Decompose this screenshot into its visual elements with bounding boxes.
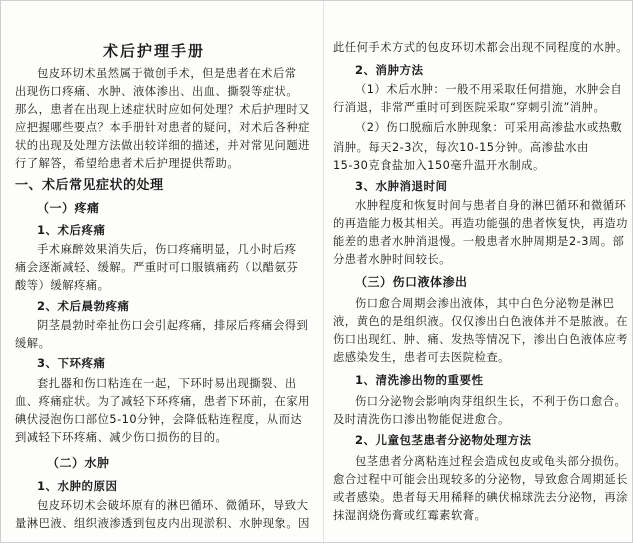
body-line: （1）术后水肿：一般不用采取任何措施，水肿会自	[355, 83, 623, 96]
intro-line: 行了解答，希望给患者术后护理提供帮助。	[15, 157, 240, 170]
item-heading: 2、术后晨勃疼痛	[37, 299, 130, 313]
body-line: 碘伏浸泡伤口部位5-10分钟，会降低粘连程度，从而达	[15, 413, 303, 426]
body-line: 到减轻下环疼痛、减少伤口损伤的目的。	[15, 431, 228, 444]
subsection-heading: （二）水肿	[47, 456, 110, 470]
body-line: 及时清洗伤口渗出物能促进愈合。	[333, 413, 510, 426]
body-line: 包皮环切术会破坏原有的淋巴循环、微循环，导致大	[37, 499, 309, 512]
body-line: 量淋巴液、组织液渗透到包皮内出现淤积、水肿现象。因	[15, 517, 310, 530]
body-line: 的再造能力极其相关。再造功能强的患者恢复快，再造功	[333, 217, 628, 230]
body-line: 包茎患者分离粘连过程会造成包皮或龟头部分损伤。	[355, 455, 627, 468]
body-line: 套扎器和伤口粘连在一起，下环时易出现撕裂、出	[37, 377, 297, 390]
body-line: 缓解。	[15, 337, 51, 350]
body-line: 水肿程度和恢复时间与患者自身的淋巴循环和微循环	[355, 199, 627, 212]
item-heading: 3、下环疼痛	[37, 356, 106, 370]
body-line: 或者感染。患者每天用稀释的碘伏棉球洗去分泌物，再涂	[333, 491, 628, 504]
page-title: 术后护理手册	[103, 42, 206, 60]
intro-line: 出现伤口疼痛、水肿、液体渗出、出血、撕裂等症状。	[15, 85, 299, 98]
item-heading: 2、消肿方法	[355, 63, 424, 77]
intro-line: 包皮环切术虽然属于微创手术，但是患者在术后常	[37, 67, 297, 80]
body-line: 15-30克食盐加入150毫升温开水制成。	[333, 159, 545, 172]
body-line: 伤口出现红、肿、痛、发热等情况下，渗出白色液体应考	[333, 333, 628, 346]
item-heading: 3、水肿消退时间	[355, 179, 448, 193]
body-line: 阴茎晨勃时牵扯伤口会引起疼痛，排尿后疼痛会得到	[37, 319, 309, 332]
section-heading: 一、术后常见症状的处理	[15, 178, 164, 193]
column-divider	[323, 1, 324, 544]
body-line: 愈合过程中可能会出现较多的分泌物，导致愈合周期延长	[333, 473, 628, 486]
body-line: 分患者水肿时间较长。	[333, 253, 451, 266]
body-line: 伤口分泌物会影响肉芽组织生长，不利于伤口愈合。	[355, 395, 627, 408]
subsection-heading: （一）疼痛	[37, 201, 100, 215]
body-line: 手术麻醉效果消失后，伤口疼痛明显，几小时后疼	[37, 243, 297, 256]
body-line: （2）伤口脱痂后水肿现象：可采用高渗盐水或热敷	[355, 121, 623, 134]
item-heading: 2、儿童包茎患者分泌物处理方法	[355, 433, 532, 447]
item-heading: 1、清洗渗出物的重要性	[355, 373, 484, 387]
subsection-heading: （三）伤口液体渗出	[355, 275, 468, 289]
body-line: 血、疼痛症状。为了减轻下环疼痛，患者下环前，在家用	[15, 395, 310, 408]
body-line: 此任何手术方式的包皮环切术都会出现不同程度的水肿。	[333, 41, 628, 54]
body-line: 痛会逐渐减轻、缓解。严重时可口服镇痛药（以醋氨芬	[15, 261, 299, 274]
item-heading: 1、术后疼痛	[37, 223, 106, 237]
body-line: 伤口愈合周期会渗出液体，其中白色分泌物是淋巴	[355, 297, 615, 310]
body-line: 液，黄色的是组织液。仅仅渗出白色液体并不是脓液。在	[333, 315, 628, 328]
body-line: 酸等）缓解疼痛。	[15, 279, 110, 292]
body-line: 消肿。每天2-3次，每次10-15分钟。高渗盐水由	[333, 141, 589, 154]
body-line: 虑感染发生，患者可去医院检查。	[333, 351, 510, 364]
body-line: 抹湿润烧伤膏或红霉素软膏。	[333, 509, 487, 522]
body-line: 能差的患者水肿消退慢。一般患者水肿周期是2-3周。部	[333, 235, 625, 248]
intro-line: 那么，患者在出现上述症状时应如何处理？术后护理时又	[15, 103, 310, 116]
item-heading: 1、水肿的原因	[37, 479, 118, 493]
intro-line: 应把握哪些要点？本手册针对患者的疑问，对术后各种症	[15, 121, 310, 134]
intro-line: 状的出现及处理方法做出较详细的描述，并对常见问题进	[15, 139, 310, 152]
body-line: 行消退，非常严重时可到医院采取“穿刺引流”消肿。	[333, 101, 606, 114]
